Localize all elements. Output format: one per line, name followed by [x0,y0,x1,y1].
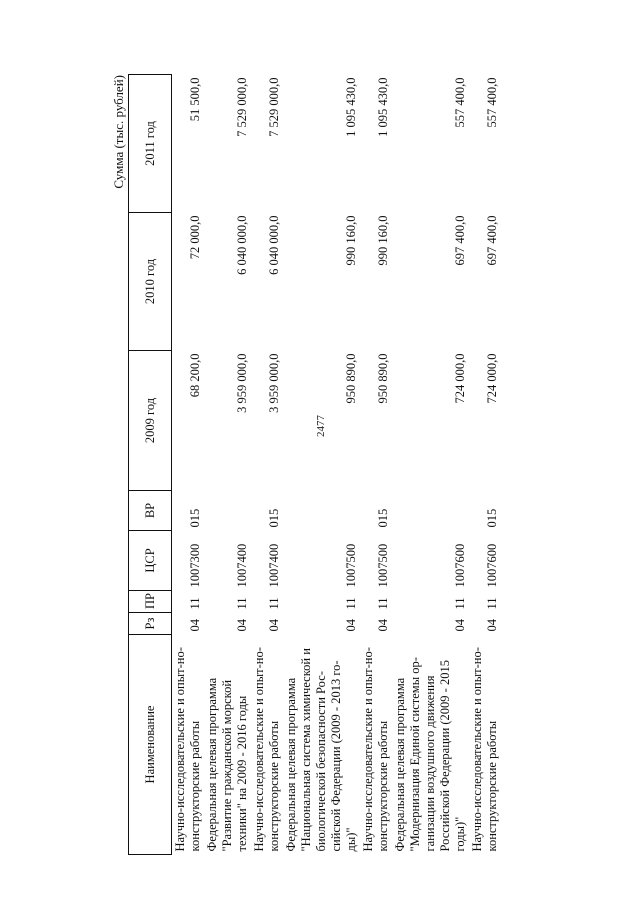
cell-name: Научно-исследовательские и опыт-но-конструкторские работы [361,647,390,852]
cell-csr: 1007500 [376,543,390,588]
cell-vr: 015 [485,508,499,528]
cell-y2011: 557 400,0 [485,77,499,128]
cell-y2009: 3 959 000,0 [267,353,281,413]
budget-table [128,74,501,855]
cell-y2010: 6 040 000,0 [235,215,249,275]
header-name: Наименование [129,635,172,855]
cell-csr: 1007500 [344,543,358,588]
page-number: 2477 [315,415,327,437]
cell-y2009: 68 200,0 [188,353,202,398]
cell-name: Научно-исследовательские и опыт-но-конструкторские работы [252,647,281,852]
cell-csr: 1007400 [235,543,249,588]
cell-y2009: 724 000,0 [453,353,467,404]
cell-y2010: 990 160,0 [344,215,358,266]
cell-pr: 11 [267,597,281,610]
cell-pr: 11 [485,597,499,610]
cell-vr: 015 [267,508,281,528]
cell-y2010: 72 000,0 [188,215,202,260]
cell-y2011: 51 500,0 [188,77,202,122]
cell-rz: 04 [267,619,281,632]
table-row [360,75,392,855]
cell-pr: 11 [376,597,390,610]
header-csr: ЦСР [129,531,172,591]
cell-csr: 1007600 [453,543,467,588]
cell-vr [283,491,360,531]
header-2011: 2011 год [129,75,172,213]
cell-y2009: 950 890,0 [376,353,390,404]
cell-name: Научно-исследовательские и опыт-но-конструкторские работы [470,647,499,852]
cell-pr: 11 [344,597,358,610]
cell-vr: 015 [376,508,390,528]
cell-rz: 04 [235,619,249,632]
cell-name: Федеральная целевая программа "Модернизация Единой системы ор-ганизации воздушного движения Российской Федерации (2009 - 2015 годы)" [393,657,467,852]
header-2010: 2010 год [129,213,172,351]
header-2009: 2009 год [129,351,172,491]
cell-y2011: 7 529 000,0 [235,77,249,137]
unit-label: Сумма (тыс. рублей) [111,75,126,189]
cell-vr [204,491,251,531]
cell-rz: 04 [344,619,358,632]
cell-y2011: 557 400,0 [453,77,467,128]
cell-name: Федеральная целевая программа "Национальная система химической и биологической безопасности Рос-сийской Федерации (2009 - 2013 го-ды)" [284,648,358,852]
header-rz: Рз [129,613,172,635]
table-row [172,75,205,855]
cell-pr: 11 [235,597,249,610]
table-row [251,75,283,855]
table-row [283,75,360,855]
cell-rz: 04 [188,619,202,632]
cell-rz: 04 [453,619,467,632]
cell-name: Научно-исследовательские и опыт-но-конструкторские работы [173,647,202,852]
cell-y2011: 7 529 000,0 [267,77,281,137]
cell-y2010: 990 160,0 [376,215,390,266]
cell-csr: 1007300 [188,543,202,588]
table-row [204,75,251,855]
cell-vr: 015 [188,508,202,528]
cell-pr: 11 [188,597,202,610]
cell-y2009: 950 890,0 [344,353,358,404]
cell-y2010: 6 040 000,0 [267,215,281,275]
table-header-row [129,75,172,855]
cell-y2009: 724 000,0 [485,353,499,404]
cell-y2010: 697 400,0 [453,215,467,266]
table-row [469,75,501,855]
cell-y2009: 3 959 000,0 [235,353,249,413]
cell-y2011: 1 095 430,0 [376,77,390,137]
cell-rz: 04 [376,619,390,632]
table-row [392,75,469,855]
cell-csr: 1007400 [267,543,281,588]
header-pr: ПР [129,591,172,613]
cell-name: Федеральная целевая программа "Развитие гражданской морской техники" на 2009 - 2016 годы [205,677,249,852]
cell-y2010: 697 400,0 [485,215,499,266]
cell-vr [392,491,469,531]
cell-rz: 04 [485,619,499,632]
cell-csr: 1007600 [485,543,499,588]
header-vr: ВР [129,491,172,531]
rotated-budget-table-page [112,75,542,855]
cell-y2011: 1 095 430,0 [344,77,358,137]
cell-pr: 11 [453,597,467,610]
